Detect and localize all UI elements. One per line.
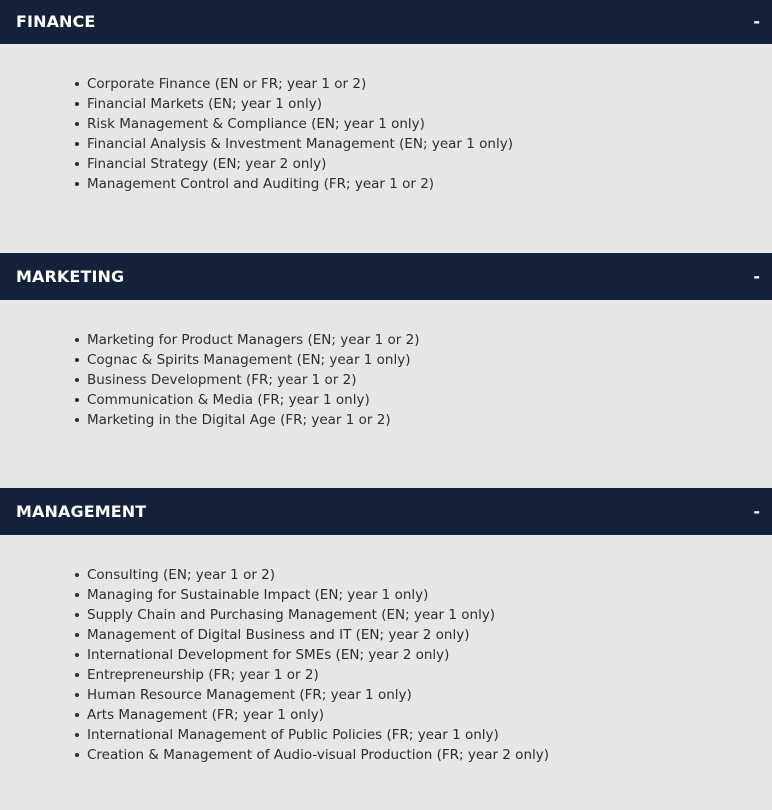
collapse-toggle-icon[interactable]: - xyxy=(753,11,760,31)
collapse-toggle-icon[interactable]: - xyxy=(753,267,760,286)
course-list xyxy=(0,330,772,430)
accordion-header-management[interactable] xyxy=(0,488,772,535)
course-list xyxy=(0,565,772,765)
list-item: Financial Markets (EN; year 1 only) xyxy=(87,94,772,114)
accordion-panel-finance xyxy=(0,44,772,253)
list-item: International Management of Public Policies (FR; year 1 only) xyxy=(87,725,772,745)
accordion-header-finance[interactable] xyxy=(0,0,772,44)
accordion-section-marketing xyxy=(0,253,772,488)
list-item: Supply Chain and Purchasing Management (EN; year 1 only) xyxy=(87,605,772,625)
accordion-header-marketing[interactable] xyxy=(0,253,772,300)
list-item: Creation & Management of Audio-visual Production (FR; year 2 only) xyxy=(87,745,772,765)
collapse-toggle-icon[interactable]: - xyxy=(753,502,760,521)
list-item: Communication & Media (FR; year 1 only) xyxy=(87,390,772,410)
list-item: Management of Digital Business and IT (EN; year 2 only) xyxy=(87,625,772,645)
section-title: MARKETING xyxy=(16,267,125,286)
list-item: Management Control and Auditing (FR; year 1 or 2) xyxy=(87,174,772,194)
list-item: Financial Analysis & Investment Management (EN; year 1 only) xyxy=(87,134,772,154)
list-item: Business Development (FR; year 1 or 2) xyxy=(87,370,772,390)
accordion-section-management xyxy=(0,488,772,810)
list-item: Consulting (EN; year 1 or 2) xyxy=(87,565,772,585)
list-item: Marketing in the Digital Age (FR; year 1 or 2) xyxy=(87,410,772,430)
list-item: Managing for Sustainable Impact (EN; year 1 only) xyxy=(87,585,772,605)
course-list xyxy=(0,74,772,194)
accordion-panel-management xyxy=(0,535,772,810)
list-item: Corporate Finance (EN or FR; year 1 or 2) xyxy=(87,74,772,94)
list-item: Human Resource Management (FR; year 1 only) xyxy=(87,685,772,705)
list-item: International Development for SMEs (EN; year 2 only) xyxy=(87,645,772,665)
list-item: Financial Strategy (EN; year 2 only) xyxy=(87,154,772,174)
accordion-section-finance xyxy=(0,0,772,253)
list-item: Cognac & Spirits Management (EN; year 1 only) xyxy=(87,350,772,370)
section-title: MANAGEMENT xyxy=(16,502,147,521)
section-title: FINANCE xyxy=(16,11,96,31)
accordion-panel-marketing xyxy=(0,300,772,488)
list-item: Marketing for Product Managers (EN; year 1 or 2) xyxy=(87,330,772,350)
list-item: Arts Management (FR; year 1 only) xyxy=(87,705,772,725)
list-item: Risk Management & Compliance (EN; year 1 only) xyxy=(87,114,772,134)
list-item: Entrepreneurship (FR; year 1 or 2) xyxy=(87,665,772,685)
